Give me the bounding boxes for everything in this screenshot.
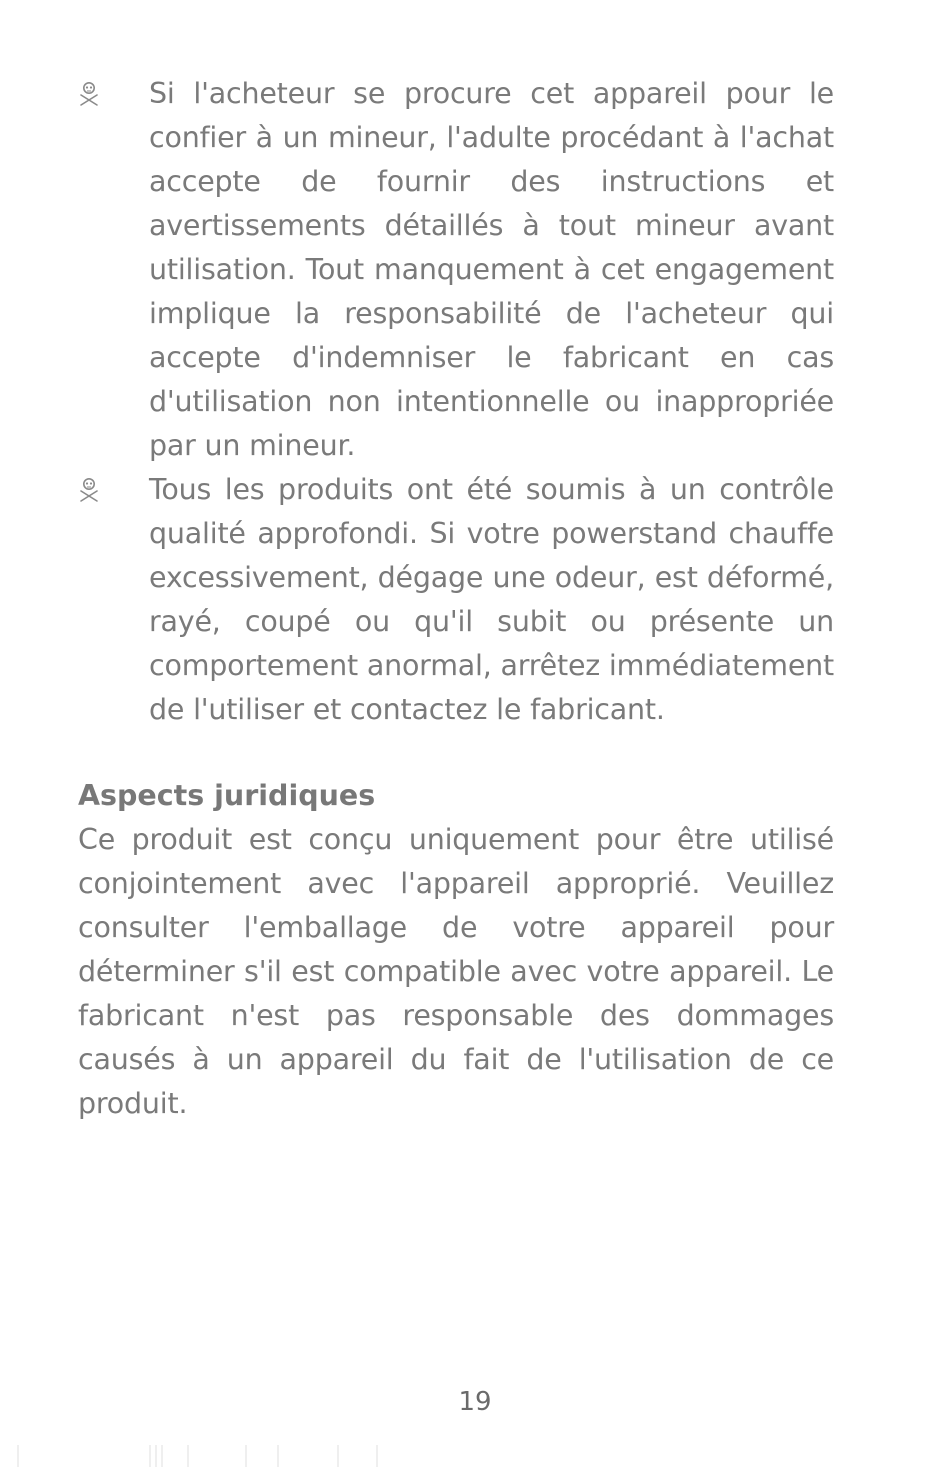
warning-text: Si l'acheteur se procure cet appareil pour le confier à un mineur, l'adulte procédant à l'achat accepte de fournir des instructions et avertissements détaillés à tout mineur avant utilisation. Tout manquement à cet engagement implique la responsabilité de l'acheteur qui accepte d'indemniser le fabricant en cas d'utilisation non intentionnelle ou inappropriée par un mineur. <box>149 77 834 462</box>
warning-list <box>78 72 834 732</box>
section-body: Ce produit est conçu uniquement pour être utilisé conjointement avec l'appareil approprié. Veuillez consulter l'emballage de votre appareil pour déterminer s'il est compatible avec votre appareil. Le fabricant n'est pas responsable des dommages causés à un appareil du fait de l'utilisation de ce produit. <box>78 823 834 1120</box>
legal-section <box>78 774 834 1126</box>
warning-text: Tous les produits ont été soumis à un contrôle qualité approfondi. Si votre powerstand chauffe excessivement, dégage une odeur, est déformé, rayé, coupé ou qu'il subit ou présente un comportement anormal, arrêtez immédiatement de l'utiliser et contactez le fabricant. <box>149 473 834 726</box>
section-heading: Aspects juridiques <box>78 779 376 812</box>
skull-crossbones-icon <box>78 81 100 107</box>
list-item <box>78 72 834 468</box>
list-item <box>78 468 834 732</box>
skull-crossbones-icon <box>78 477 100 503</box>
printer-crop-marks <box>0 1443 400 1467</box>
page-number: 19 <box>458 1387 492 1417</box>
